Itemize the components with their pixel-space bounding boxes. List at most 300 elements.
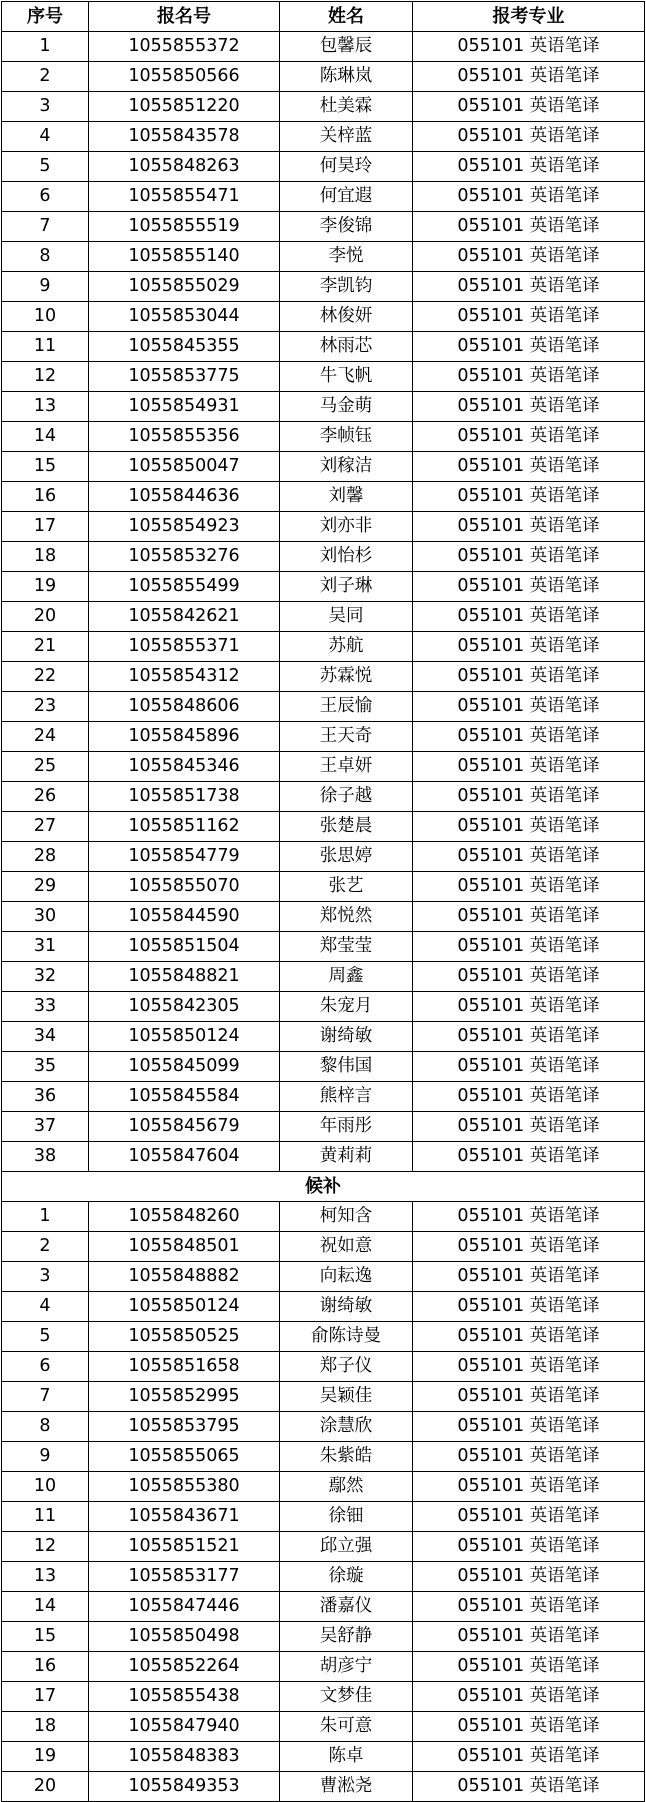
cell-name: 年雨彤 (280, 1112, 413, 1142)
cell-major: 055101 英语笔译 (413, 32, 645, 62)
table-row (2, 692, 645, 722)
cell-registration-number: 1055843578 (89, 122, 280, 152)
cell-seq: 16 (2, 482, 89, 512)
cell-seq: 19 (2, 1742, 89, 1772)
cell-seq: 34 (2, 1022, 89, 1052)
cell-registration-number: 1055848501 (89, 1232, 280, 1262)
cell-major: 055101 英语笔译 (413, 302, 645, 332)
cell-major: 055101 英语笔译 (413, 962, 645, 992)
cell-registration-number: 1055855140 (89, 242, 280, 272)
cell-registration-number: 1055847604 (89, 1142, 280, 1172)
cell-major: 055101 英语笔译 (413, 272, 645, 302)
cell-name: 吴舒静 (280, 1622, 413, 1652)
cell-name: 张艺 (280, 872, 413, 902)
table-row (2, 722, 645, 752)
table-row (2, 662, 645, 692)
cell-seq: 8 (2, 1412, 89, 1442)
cell-major: 055101 英语笔译 (413, 332, 645, 362)
cell-major: 055101 英语笔译 (413, 1082, 645, 1112)
cell-registration-number: 1055851738 (89, 782, 280, 812)
cell-seq: 3 (2, 1262, 89, 1292)
cell-major: 055101 英语笔译 (413, 1472, 645, 1502)
cell-name: 李帧钰 (280, 422, 413, 452)
cell-registration-number: 1055850525 (89, 1322, 280, 1352)
cell-major: 055101 英语笔译 (413, 122, 645, 152)
table-row (2, 842, 645, 872)
cell-seq: 37 (2, 1112, 89, 1142)
cell-name: 王辰愉 (280, 692, 413, 722)
table-row (2, 902, 645, 932)
cell-seq: 17 (2, 1682, 89, 1712)
cell-registration-number: 1055853775 (89, 362, 280, 392)
cell-name: 胡彦宁 (280, 1652, 413, 1682)
cell-seq: 18 (2, 542, 89, 572)
table-row (2, 992, 645, 1022)
cell-registration-number: 1055843671 (89, 1502, 280, 1532)
table-row (2, 92, 645, 122)
cell-seq: 13 (2, 392, 89, 422)
cell-registration-number: 1055853177 (89, 1562, 280, 1592)
cell-registration-number: 1055845099 (89, 1052, 280, 1082)
cell-major: 055101 英语笔译 (413, 1322, 645, 1352)
cell-registration-number: 1055848882 (89, 1262, 280, 1292)
cell-registration-number: 1055855438 (89, 1682, 280, 1712)
cell-registration-number: 1055852264 (89, 1652, 280, 1682)
cell-name: 张思婷 (280, 842, 413, 872)
cell-major: 055101 英语笔译 (413, 1232, 645, 1262)
cell-seq: 22 (2, 662, 89, 692)
cell-major: 055101 英语笔译 (413, 392, 645, 422)
cell-name: 李悦 (280, 242, 413, 272)
cell-major: 055101 英语笔译 (413, 1202, 645, 1232)
cell-seq: 32 (2, 962, 89, 992)
cell-major: 055101 英语笔译 (413, 1022, 645, 1052)
cell-registration-number: 1055847940 (89, 1712, 280, 1742)
cell-major: 055101 英语笔译 (413, 1712, 645, 1742)
cell-seq: 11 (2, 1502, 89, 1532)
cell-registration-number: 1055850566 (89, 62, 280, 92)
cell-seq: 29 (2, 872, 89, 902)
admission-list-table (1, 1, 645, 1802)
section-row (2, 1172, 645, 1202)
cell-name: 郑莹莹 (280, 932, 413, 962)
cell-major: 055101 英语笔译 (413, 242, 645, 272)
table-row (2, 632, 645, 662)
cell-registration-number: 1055853795 (89, 1412, 280, 1442)
table-row (2, 1742, 645, 1772)
cell-major: 055101 英语笔译 (413, 782, 645, 812)
table-row (2, 1232, 645, 1262)
cell-name: 李俊锦 (280, 212, 413, 242)
cell-registration-number: 1055855356 (89, 422, 280, 452)
cell-seq: 24 (2, 722, 89, 752)
cell-seq: 36 (2, 1082, 89, 1112)
cell-major: 055101 英语笔译 (413, 932, 645, 962)
cell-registration-number: 1055848383 (89, 1742, 280, 1772)
cell-name: 邱立强 (280, 1532, 413, 1562)
cell-registration-number: 1055848606 (89, 692, 280, 722)
cell-registration-number: 1055845584 (89, 1082, 280, 1112)
cell-seq: 10 (2, 1472, 89, 1502)
cell-seq: 8 (2, 242, 89, 272)
table-row (2, 272, 645, 302)
cell-seq: 9 (2, 272, 89, 302)
cell-name: 王卓妍 (280, 752, 413, 782)
cell-name: 张楚晨 (280, 812, 413, 842)
admitted-list (2, 32, 645, 1172)
table-row (2, 1442, 645, 1472)
cell-seq: 3 (2, 92, 89, 122)
cell-name: 朱紫皓 (280, 1442, 413, 1472)
cell-seq: 7 (2, 212, 89, 242)
cell-registration-number: 1055854923 (89, 512, 280, 542)
cell-major: 055101 英语笔译 (413, 1742, 645, 1772)
table-row (2, 392, 645, 422)
cell-registration-number: 1055848260 (89, 1202, 280, 1232)
table-row (2, 1022, 645, 1052)
cell-registration-number: 1055848821 (89, 962, 280, 992)
cell-name: 马金萌 (280, 392, 413, 422)
cell-name: 鄢然 (280, 1472, 413, 1502)
cell-name: 文梦佳 (280, 1682, 413, 1712)
cell-seq: 14 (2, 422, 89, 452)
cell-registration-number: 1055849353 (89, 1772, 280, 1802)
table-row (2, 152, 645, 182)
cell-seq: 16 (2, 1652, 89, 1682)
cell-seq: 2 (2, 62, 89, 92)
table-row (2, 512, 645, 542)
cell-major: 055101 英语笔译 (413, 1142, 645, 1172)
cell-seq: 9 (2, 1442, 89, 1472)
cell-major: 055101 英语笔译 (413, 722, 645, 752)
cell-major: 055101 英语笔译 (413, 632, 645, 662)
cell-name: 朱可意 (280, 1712, 413, 1742)
table-row (2, 452, 645, 482)
cell-registration-number: 1055855372 (89, 32, 280, 62)
table-row (2, 782, 645, 812)
cell-major: 055101 英语笔译 (413, 1532, 645, 1562)
cell-major: 055101 英语笔译 (413, 602, 645, 632)
cell-name: 刘亦非 (280, 512, 413, 542)
cell-registration-number: 1055845355 (89, 332, 280, 362)
cell-registration-number: 1055844590 (89, 902, 280, 932)
header-major: 报考专业 (413, 2, 645, 32)
cell-name: 周鑫 (280, 962, 413, 992)
cell-major: 055101 英语笔译 (413, 1292, 645, 1322)
cell-seq: 19 (2, 572, 89, 602)
cell-seq: 4 (2, 122, 89, 152)
cell-seq: 2 (2, 1232, 89, 1262)
header-name: 姓名 (280, 2, 413, 32)
cell-registration-number: 1055850124 (89, 1022, 280, 1052)
cell-name: 徐子越 (280, 782, 413, 812)
cell-seq: 12 (2, 1532, 89, 1562)
alternate-section-header (2, 1172, 645, 1202)
cell-registration-number: 1055844636 (89, 482, 280, 512)
table-header (2, 2, 645, 32)
cell-seq: 38 (2, 1142, 89, 1172)
cell-registration-number: 1055853044 (89, 302, 280, 332)
table-row (2, 1712, 645, 1742)
table-row (2, 872, 645, 902)
cell-seq: 33 (2, 992, 89, 1022)
table-row (2, 332, 645, 362)
cell-registration-number: 1055845679 (89, 1112, 280, 1142)
cell-major: 055101 英语笔译 (413, 542, 645, 572)
cell-seq: 1 (2, 32, 89, 62)
cell-major: 055101 英语笔译 (413, 92, 645, 122)
cell-registration-number: 1055848263 (89, 152, 280, 182)
table-row (2, 1112, 645, 1142)
cell-registration-number: 1055855499 (89, 572, 280, 602)
cell-name: 潘嘉仪 (280, 1592, 413, 1622)
table-row (2, 1352, 645, 1382)
cell-seq: 27 (2, 812, 89, 842)
table-row (2, 1292, 645, 1322)
table-row (2, 422, 645, 452)
cell-name: 徐钿 (280, 1502, 413, 1532)
cell-major: 055101 英语笔译 (413, 692, 645, 722)
cell-name: 郑悦然 (280, 902, 413, 932)
cell-name: 关梓蓝 (280, 122, 413, 152)
cell-major: 055101 英语笔译 (413, 362, 645, 392)
cell-name: 刘稼洁 (280, 452, 413, 482)
cell-seq: 4 (2, 1292, 89, 1322)
cell-name: 王天奇 (280, 722, 413, 752)
cell-registration-number: 1055845346 (89, 752, 280, 782)
header-seq: 序号 (2, 2, 89, 32)
cell-registration-number: 1055851162 (89, 812, 280, 842)
cell-name: 牛飞帆 (280, 362, 413, 392)
cell-name: 曹淞尧 (280, 1772, 413, 1802)
table-row (2, 32, 645, 62)
cell-name: 刘子琳 (280, 572, 413, 602)
table-row (2, 482, 645, 512)
cell-name: 吴颖佳 (280, 1382, 413, 1412)
cell-seq: 31 (2, 932, 89, 962)
cell-registration-number: 1055855029 (89, 272, 280, 302)
cell-seq: 14 (2, 1592, 89, 1622)
table-row (2, 302, 645, 332)
cell-seq: 5 (2, 1322, 89, 1352)
cell-major: 055101 英语笔译 (413, 902, 645, 932)
table-row (2, 1322, 645, 1352)
cell-registration-number: 1055842305 (89, 992, 280, 1022)
cell-seq: 25 (2, 752, 89, 782)
table-row (2, 1082, 645, 1112)
cell-name: 熊梓言 (280, 1082, 413, 1112)
cell-name: 徐璇 (280, 1562, 413, 1592)
cell-registration-number: 1055855371 (89, 632, 280, 662)
table-row (2, 1592, 645, 1622)
cell-name: 黎伟国 (280, 1052, 413, 1082)
cell-seq: 28 (2, 842, 89, 872)
cell-name: 向耘逸 (280, 1262, 413, 1292)
table-row (2, 212, 645, 242)
cell-major: 055101 英语笔译 (413, 1352, 645, 1382)
cell-seq: 7 (2, 1382, 89, 1412)
table-row (2, 122, 645, 152)
cell-major: 055101 英语笔译 (413, 182, 645, 212)
cell-seq: 10 (2, 302, 89, 332)
cell-seq: 35 (2, 1052, 89, 1082)
cell-registration-number: 1055854779 (89, 842, 280, 872)
table-row (2, 1202, 645, 1232)
cell-major: 055101 英语笔译 (413, 452, 645, 482)
cell-registration-number: 1055850124 (89, 1292, 280, 1322)
cell-major: 055101 英语笔译 (413, 482, 645, 512)
cell-seq: 6 (2, 1352, 89, 1382)
cell-major: 055101 英语笔译 (413, 752, 645, 782)
cell-major: 055101 英语笔译 (413, 812, 645, 842)
cell-name: 林俊妍 (280, 302, 413, 332)
cell-registration-number: 1055853276 (89, 542, 280, 572)
header-row (2, 2, 645, 32)
cell-name: 涂慧欣 (280, 1412, 413, 1442)
cell-major: 055101 英语笔译 (413, 1262, 645, 1292)
cell-seq: 23 (2, 692, 89, 722)
cell-major: 055101 英语笔译 (413, 572, 645, 602)
cell-registration-number: 1055850047 (89, 452, 280, 482)
cell-name: 杜美霖 (280, 92, 413, 122)
table-row (2, 542, 645, 572)
cell-name: 何昊玲 (280, 152, 413, 182)
table-row (2, 1262, 645, 1292)
cell-seq: 6 (2, 182, 89, 212)
cell-registration-number: 1055855519 (89, 212, 280, 242)
cell-major: 055101 英语笔译 (413, 212, 645, 242)
cell-major: 055101 英语笔译 (413, 842, 645, 872)
table-row (2, 1472, 645, 1502)
cell-name: 李凯钧 (280, 272, 413, 302)
alternate-list (2, 1202, 645, 1802)
cell-name: 祝如意 (280, 1232, 413, 1262)
cell-major: 055101 英语笔译 (413, 1682, 645, 1712)
table-row (2, 242, 645, 272)
cell-name: 吴同 (280, 602, 413, 632)
cell-registration-number: 1055851504 (89, 932, 280, 962)
cell-major: 055101 英语笔译 (413, 1562, 645, 1592)
cell-registration-number: 1055842621 (89, 602, 280, 632)
cell-name: 陈琳岚 (280, 62, 413, 92)
cell-name: 苏航 (280, 632, 413, 662)
cell-name: 黄莉莉 (280, 1142, 413, 1172)
cell-major: 055101 英语笔译 (413, 1052, 645, 1082)
table-row (2, 1562, 645, 1592)
cell-name: 刘馨 (280, 482, 413, 512)
table-row (2, 1682, 645, 1712)
cell-seq: 17 (2, 512, 89, 542)
cell-registration-number: 1055851521 (89, 1532, 280, 1562)
cell-name: 何宜遐 (280, 182, 413, 212)
cell-seq: 1 (2, 1202, 89, 1232)
table-row (2, 752, 645, 782)
cell-major: 055101 英语笔译 (413, 1412, 645, 1442)
cell-seq: 20 (2, 602, 89, 632)
table-row (2, 362, 645, 392)
cell-name: 苏霖悦 (280, 662, 413, 692)
table-row (2, 1532, 645, 1562)
cell-major: 055101 英语笔译 (413, 1442, 645, 1472)
cell-name: 陈卓 (280, 1742, 413, 1772)
cell-major: 055101 英语笔译 (413, 512, 645, 542)
table-row (2, 1652, 645, 1682)
table-row (2, 572, 645, 602)
table-row (2, 1382, 645, 1412)
cell-registration-number: 1055851658 (89, 1352, 280, 1382)
cell-registration-number: 1055845896 (89, 722, 280, 752)
cell-seq: 5 (2, 152, 89, 182)
cell-name: 柯知含 (280, 1202, 413, 1232)
cell-name: 刘怡杉 (280, 542, 413, 572)
table-row (2, 602, 645, 632)
cell-major: 055101 英语笔译 (413, 62, 645, 92)
cell-registration-number: 1055850498 (89, 1622, 280, 1652)
table-row (2, 812, 645, 842)
cell-seq: 13 (2, 1562, 89, 1592)
cell-major: 055101 英语笔译 (413, 422, 645, 452)
cell-registration-number: 1055852995 (89, 1382, 280, 1412)
table-row (2, 1412, 645, 1442)
table-row (2, 182, 645, 212)
cell-major: 055101 英语笔译 (413, 872, 645, 902)
table-row (2, 1502, 645, 1532)
cell-seq: 21 (2, 632, 89, 662)
table-row (2, 1622, 645, 1652)
table-row (2, 1772, 645, 1802)
table-row (2, 932, 645, 962)
cell-name: 谢绮敏 (280, 1292, 413, 1322)
cell-major: 055101 英语笔译 (413, 1772, 645, 1802)
cell-registration-number: 1055854312 (89, 662, 280, 692)
cell-major: 055101 英语笔译 (413, 1652, 645, 1682)
cell-major: 055101 英语笔译 (413, 1622, 645, 1652)
cell-name: 俞陈诗曼 (280, 1322, 413, 1352)
table-row (2, 1142, 645, 1172)
cell-registration-number: 1055854931 (89, 392, 280, 422)
cell-major: 055101 英语笔译 (413, 1112, 645, 1142)
cell-seq: 12 (2, 362, 89, 392)
cell-seq: 15 (2, 1622, 89, 1652)
cell-seq: 30 (2, 902, 89, 932)
cell-registration-number: 1055855065 (89, 1442, 280, 1472)
cell-seq: 26 (2, 782, 89, 812)
cell-seq: 20 (2, 1772, 89, 1802)
cell-name: 朱宠月 (280, 992, 413, 1022)
cell-major: 055101 英语笔译 (413, 992, 645, 1022)
cell-major: 055101 英语笔译 (413, 1592, 645, 1622)
cell-major: 055101 英语笔译 (413, 1382, 645, 1412)
table-row (2, 1052, 645, 1082)
cell-registration-number: 1055847446 (89, 1592, 280, 1622)
cell-seq: 15 (2, 452, 89, 482)
cell-name: 郑子仪 (280, 1352, 413, 1382)
cell-registration-number: 1055851220 (89, 92, 280, 122)
cell-seq: 11 (2, 332, 89, 362)
cell-name: 包馨辰 (280, 32, 413, 62)
cell-registration-number: 1055855070 (89, 872, 280, 902)
cell-name: 谢绮敏 (280, 1022, 413, 1052)
cell-major: 055101 英语笔译 (413, 152, 645, 182)
section-label-alternates: 候补 (2, 1172, 645, 1202)
table-row (2, 962, 645, 992)
cell-major: 055101 英语笔译 (413, 1502, 645, 1532)
header-registration-number: 报名号 (89, 2, 280, 32)
cell-registration-number: 1055855471 (89, 182, 280, 212)
cell-registration-number: 1055855380 (89, 1472, 280, 1502)
table-row (2, 62, 645, 92)
cell-major: 055101 英语笔译 (413, 662, 645, 692)
